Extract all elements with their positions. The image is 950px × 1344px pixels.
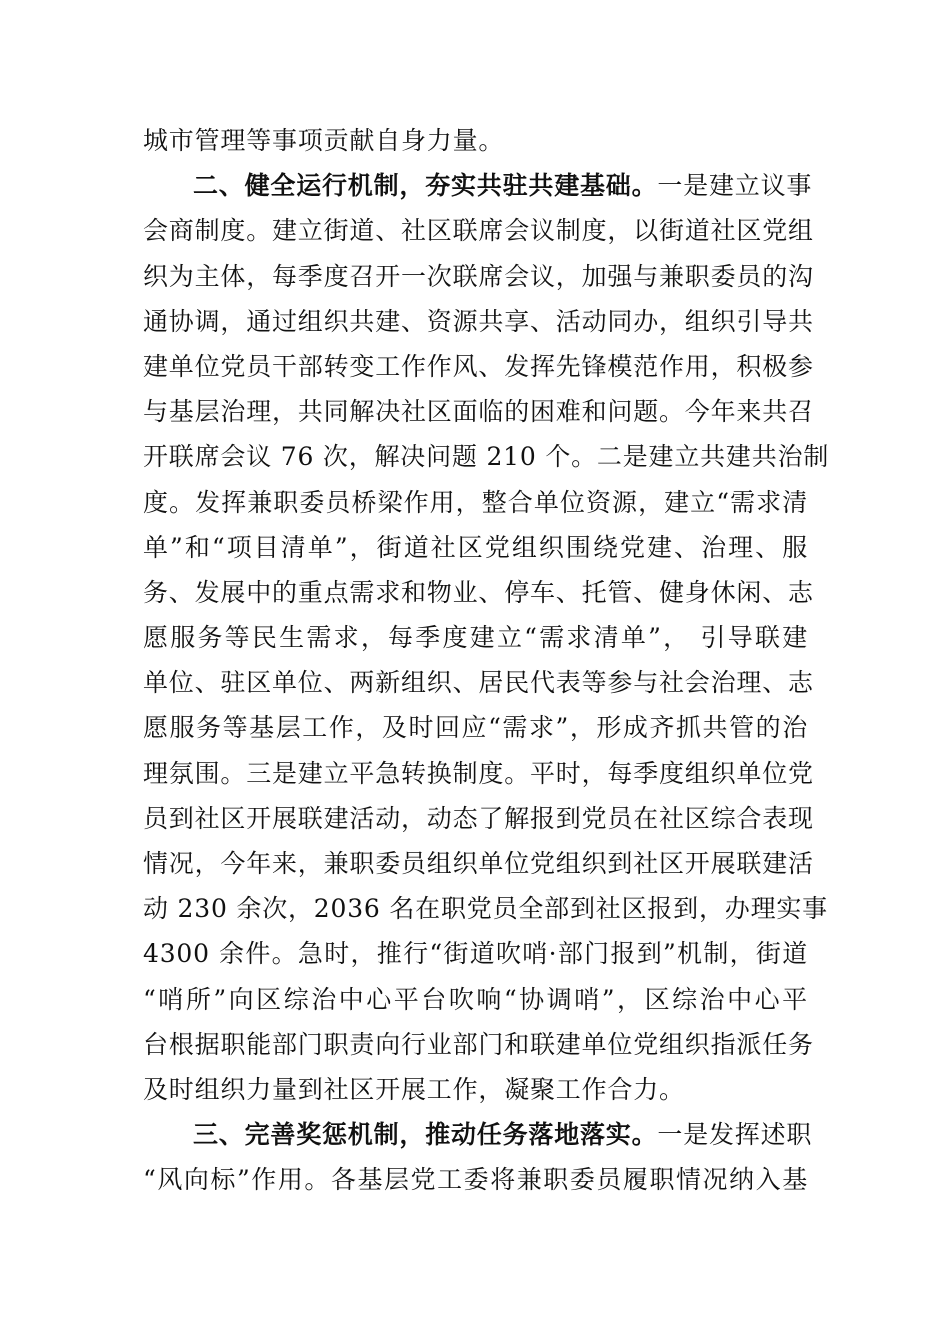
text-line: “哨所”向区综治中心平台吹响“协调哨”，区综治中心平 — [143, 984, 808, 1014]
text-line: 单”和“项目清单”，街道社区党组织围绕党建、治理、服 — [143, 532, 808, 562]
text-line: 织为主体，每季度召开一次联席会议，加强与兼职委员的沟 — [143, 261, 814, 291]
text-line: 4300 余件。急时，推行“街道吹哨·部门报到”机制，街道 — [143, 939, 808, 969]
text-line: 建单位党员干部转变工作作风、发挥先锋模范作用，积极参 — [143, 351, 814, 381]
text-line: 员到社区开展联建活动，动态了解报到党员在社区综合表现 — [143, 803, 814, 833]
section-2-first-line — [143, 163, 813, 208]
text-line: 会商制度。建立街道、社区联席会议制度，以街道社区党组 — [143, 216, 814, 246]
section-2-lead-text: 一是建立议事 — [657, 171, 813, 201]
text-line: 与基层治理，共同解决社区面临的困难和问题。今年来共召 — [143, 397, 814, 427]
text-line: 台根据职能部门职责向行业部门和联建单位党组织指派任务 — [143, 1029, 814, 1059]
text-line: 愿服务等民生需求，每季度建立“需求清单”， 引导联建 — [143, 623, 808, 653]
text-line: 通协调，通过组织共建、资源共享、活动同办，组织引导共 — [143, 306, 814, 336]
text-line: “风向标”作用。各基层党工委将兼职委员履职情况纳入基 — [143, 1165, 808, 1195]
text-line: 务、发展中的重点需求和物业、停车、托管、健身休闲、志 — [143, 577, 814, 607]
text-line: 单位、驻区单位、两新组织、居民代表等参与社会治理、志 — [143, 668, 814, 698]
text-line: 愿服务等基层工作，及时回应“需求”，形成齐抓共管的治 — [143, 713, 808, 743]
text-line: 理氛围。三是建立平急转换制度。平时，每季度组织单位党 — [143, 758, 814, 788]
text-line: 情况，今年来，兼职委员组织单位党组织到社区开展联建活 — [143, 849, 814, 878]
section-3-lead-text: 一是发挥述职 — [657, 1120, 813, 1150]
document-body — [143, 118, 830, 1203]
text-line: 及时组织力量到社区开展工作，凝聚工作合力。 — [143, 1074, 685, 1104]
section-3-heading: 三、完善奖惩机制，推动任务落地落实。 — [193, 1120, 658, 1150]
text-line: 度。发挥兼职委员桥梁作用，整合单位资源，建立“需求清 — [143, 487, 808, 517]
section-3-first-line — [143, 1112, 813, 1157]
section-2-heading: 二、健全运行机制，夯实共驻共建基础。 — [193, 171, 658, 201]
text-line: 城市管理等事项贡献自身力量。 — [143, 126, 505, 155]
text-line: 动 230 余次，2036 名在职党员全部到社区报到，办理实事 — [143, 894, 828, 924]
text-line: 开联席会议 76 次，解决问题 210 个。二是建立共建共治制 — [143, 442, 830, 472]
